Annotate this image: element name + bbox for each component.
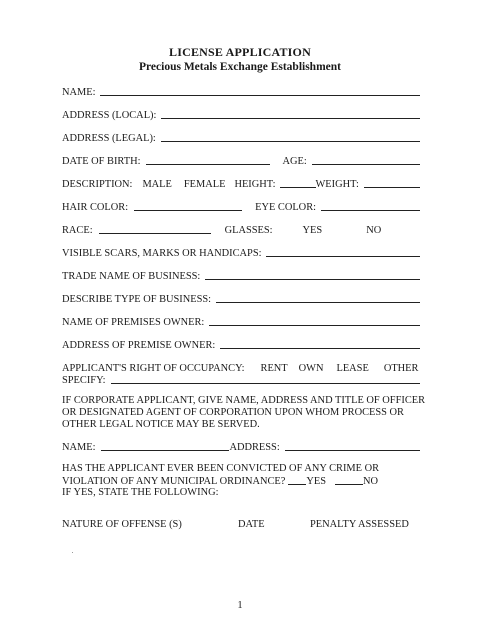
own-option[interactable]: OWN bbox=[298, 363, 324, 374]
occupancy-label: APPLICANT'S RIGHT OF OCCUPANCY: bbox=[62, 363, 245, 374]
conviction-no-option[interactable]: NO bbox=[363, 476, 379, 487]
age-label: AGE: bbox=[282, 156, 307, 167]
height-field[interactable] bbox=[280, 177, 316, 188]
conviction-line-1: HAS THE APPLICANT EVER BEEN CONVICTED OF ANY CRIME OR bbox=[62, 463, 380, 474]
address-legal-label: ADDRESS (LEGAL): bbox=[62, 133, 156, 144]
premises-owner-row bbox=[62, 314, 420, 328]
hair-color-field[interactable] bbox=[134, 200, 242, 211]
rent-option[interactable]: RENT bbox=[260, 363, 288, 374]
conviction-yes-option[interactable]: YES bbox=[306, 476, 327, 487]
corporate-line-3: OTHER LEGAL NOTICE MAY BE SERVED. bbox=[62, 419, 260, 430]
female-option[interactable]: FEMALE bbox=[183, 179, 226, 190]
eye-color-label: EYE COLOR: bbox=[255, 202, 317, 213]
dob-age-row bbox=[62, 153, 420, 167]
glasses-label: GLASSES: bbox=[224, 225, 273, 236]
scars-label: VISIBLE SCARS, MARKS OR HANDICAPS: bbox=[62, 248, 262, 259]
page-number: 1 bbox=[237, 600, 243, 611]
address-local-field[interactable] bbox=[161, 108, 420, 119]
scan-speck bbox=[72, 552, 73, 553]
hair-color-label: HAIR COLOR: bbox=[62, 202, 129, 213]
conviction-yes-field[interactable] bbox=[288, 474, 306, 485]
conviction-line-3: IF YES, STATE THE FOLLOWING: bbox=[62, 487, 219, 498]
corporate-name-field[interactable] bbox=[101, 440, 229, 451]
height-label: HEIGHT: bbox=[234, 179, 276, 190]
offense-nature-header: NATURE OF OFFENSE (S) bbox=[62, 519, 182, 530]
address-legal-field[interactable] bbox=[161, 131, 420, 142]
form-subtitle: Precious Metals Exchange Establishment bbox=[139, 61, 341, 73]
race-label: RACE: bbox=[62, 225, 93, 236]
business-type-row bbox=[62, 291, 420, 305]
specify-row bbox=[62, 372, 420, 386]
offense-date-header: DATE bbox=[238, 519, 265, 530]
name-label: NAME: bbox=[62, 87, 96, 98]
offense-penalty-header: PENALTY ASSESSED bbox=[310, 519, 409, 530]
race-glasses-row bbox=[62, 222, 420, 236]
other-option[interactable]: OTHER bbox=[383, 363, 419, 374]
corporate-name-label: NAME: bbox=[62, 442, 96, 453]
corporate-address-label: ADDRESS: bbox=[229, 442, 280, 453]
glasses-yes-option[interactable]: YES bbox=[302, 225, 323, 236]
conviction-no-field[interactable] bbox=[335, 474, 363, 485]
description-label: DESCRIPTION: bbox=[62, 179, 133, 190]
corporate-line-2: OR DESIGNATED AGENT OF CORPORATION UPON WHOM PROCESS OR bbox=[62, 407, 404, 418]
corporate-line-1: IF CORPORATE APPLICANT, GIVE NAME, ADDRESS AND TITLE OF OFFICER bbox=[62, 395, 426, 406]
dob-field[interactable] bbox=[146, 154, 270, 165]
race-field[interactable] bbox=[99, 223, 211, 234]
form-title: LICENSE APPLICATION bbox=[169, 45, 311, 59]
business-type-label: DESCRIBE TYPE OF BUSINESS: bbox=[62, 294, 212, 305]
hair-eye-row bbox=[62, 199, 420, 213]
premise-owner-address-field[interactable] bbox=[220, 338, 420, 349]
trade-name-row bbox=[62, 268, 420, 282]
corporate-name-address-row bbox=[62, 439, 420, 453]
trade-name-label: TRADE NAME OF BUSINESS: bbox=[62, 271, 201, 282]
address-local-label: ADDRESS (LOCAL): bbox=[62, 110, 157, 121]
scars-field[interactable] bbox=[266, 246, 420, 257]
trade-name-field[interactable] bbox=[205, 269, 420, 280]
glasses-no-option[interactable]: NO bbox=[366, 225, 382, 236]
specify-field[interactable] bbox=[111, 373, 420, 384]
male-option[interactable]: MALE bbox=[142, 179, 172, 190]
premises-owner-field[interactable] bbox=[209, 315, 420, 326]
address-local-row bbox=[62, 107, 420, 121]
weight-label: WEIGHT: bbox=[315, 179, 359, 190]
lease-option[interactable]: LEASE bbox=[336, 363, 369, 374]
premises-owner-label: NAME OF PREMISES OWNER: bbox=[62, 317, 205, 328]
scars-row bbox=[62, 245, 420, 259]
address-legal-row bbox=[62, 130, 420, 144]
eye-color-field[interactable] bbox=[321, 200, 420, 211]
name-field[interactable] bbox=[100, 85, 420, 96]
premise-owner-address-row bbox=[62, 337, 420, 351]
description-row bbox=[62, 176, 420, 190]
business-type-field[interactable] bbox=[216, 292, 420, 303]
age-field[interactable] bbox=[312, 154, 420, 165]
dob-label: DATE OF BIRTH: bbox=[62, 156, 141, 167]
premise-owner-address-label: ADDRESS OF PREMISE OWNER: bbox=[62, 340, 216, 351]
weight-field[interactable] bbox=[364, 177, 420, 188]
specify-label: SPECIFY: bbox=[62, 375, 106, 386]
name-row bbox=[62, 84, 420, 98]
conviction-question: VIOLATION OF ANY MUNICIPAL ORDINANCE? bbox=[62, 476, 286, 487]
corporate-address-field[interactable] bbox=[285, 440, 420, 451]
